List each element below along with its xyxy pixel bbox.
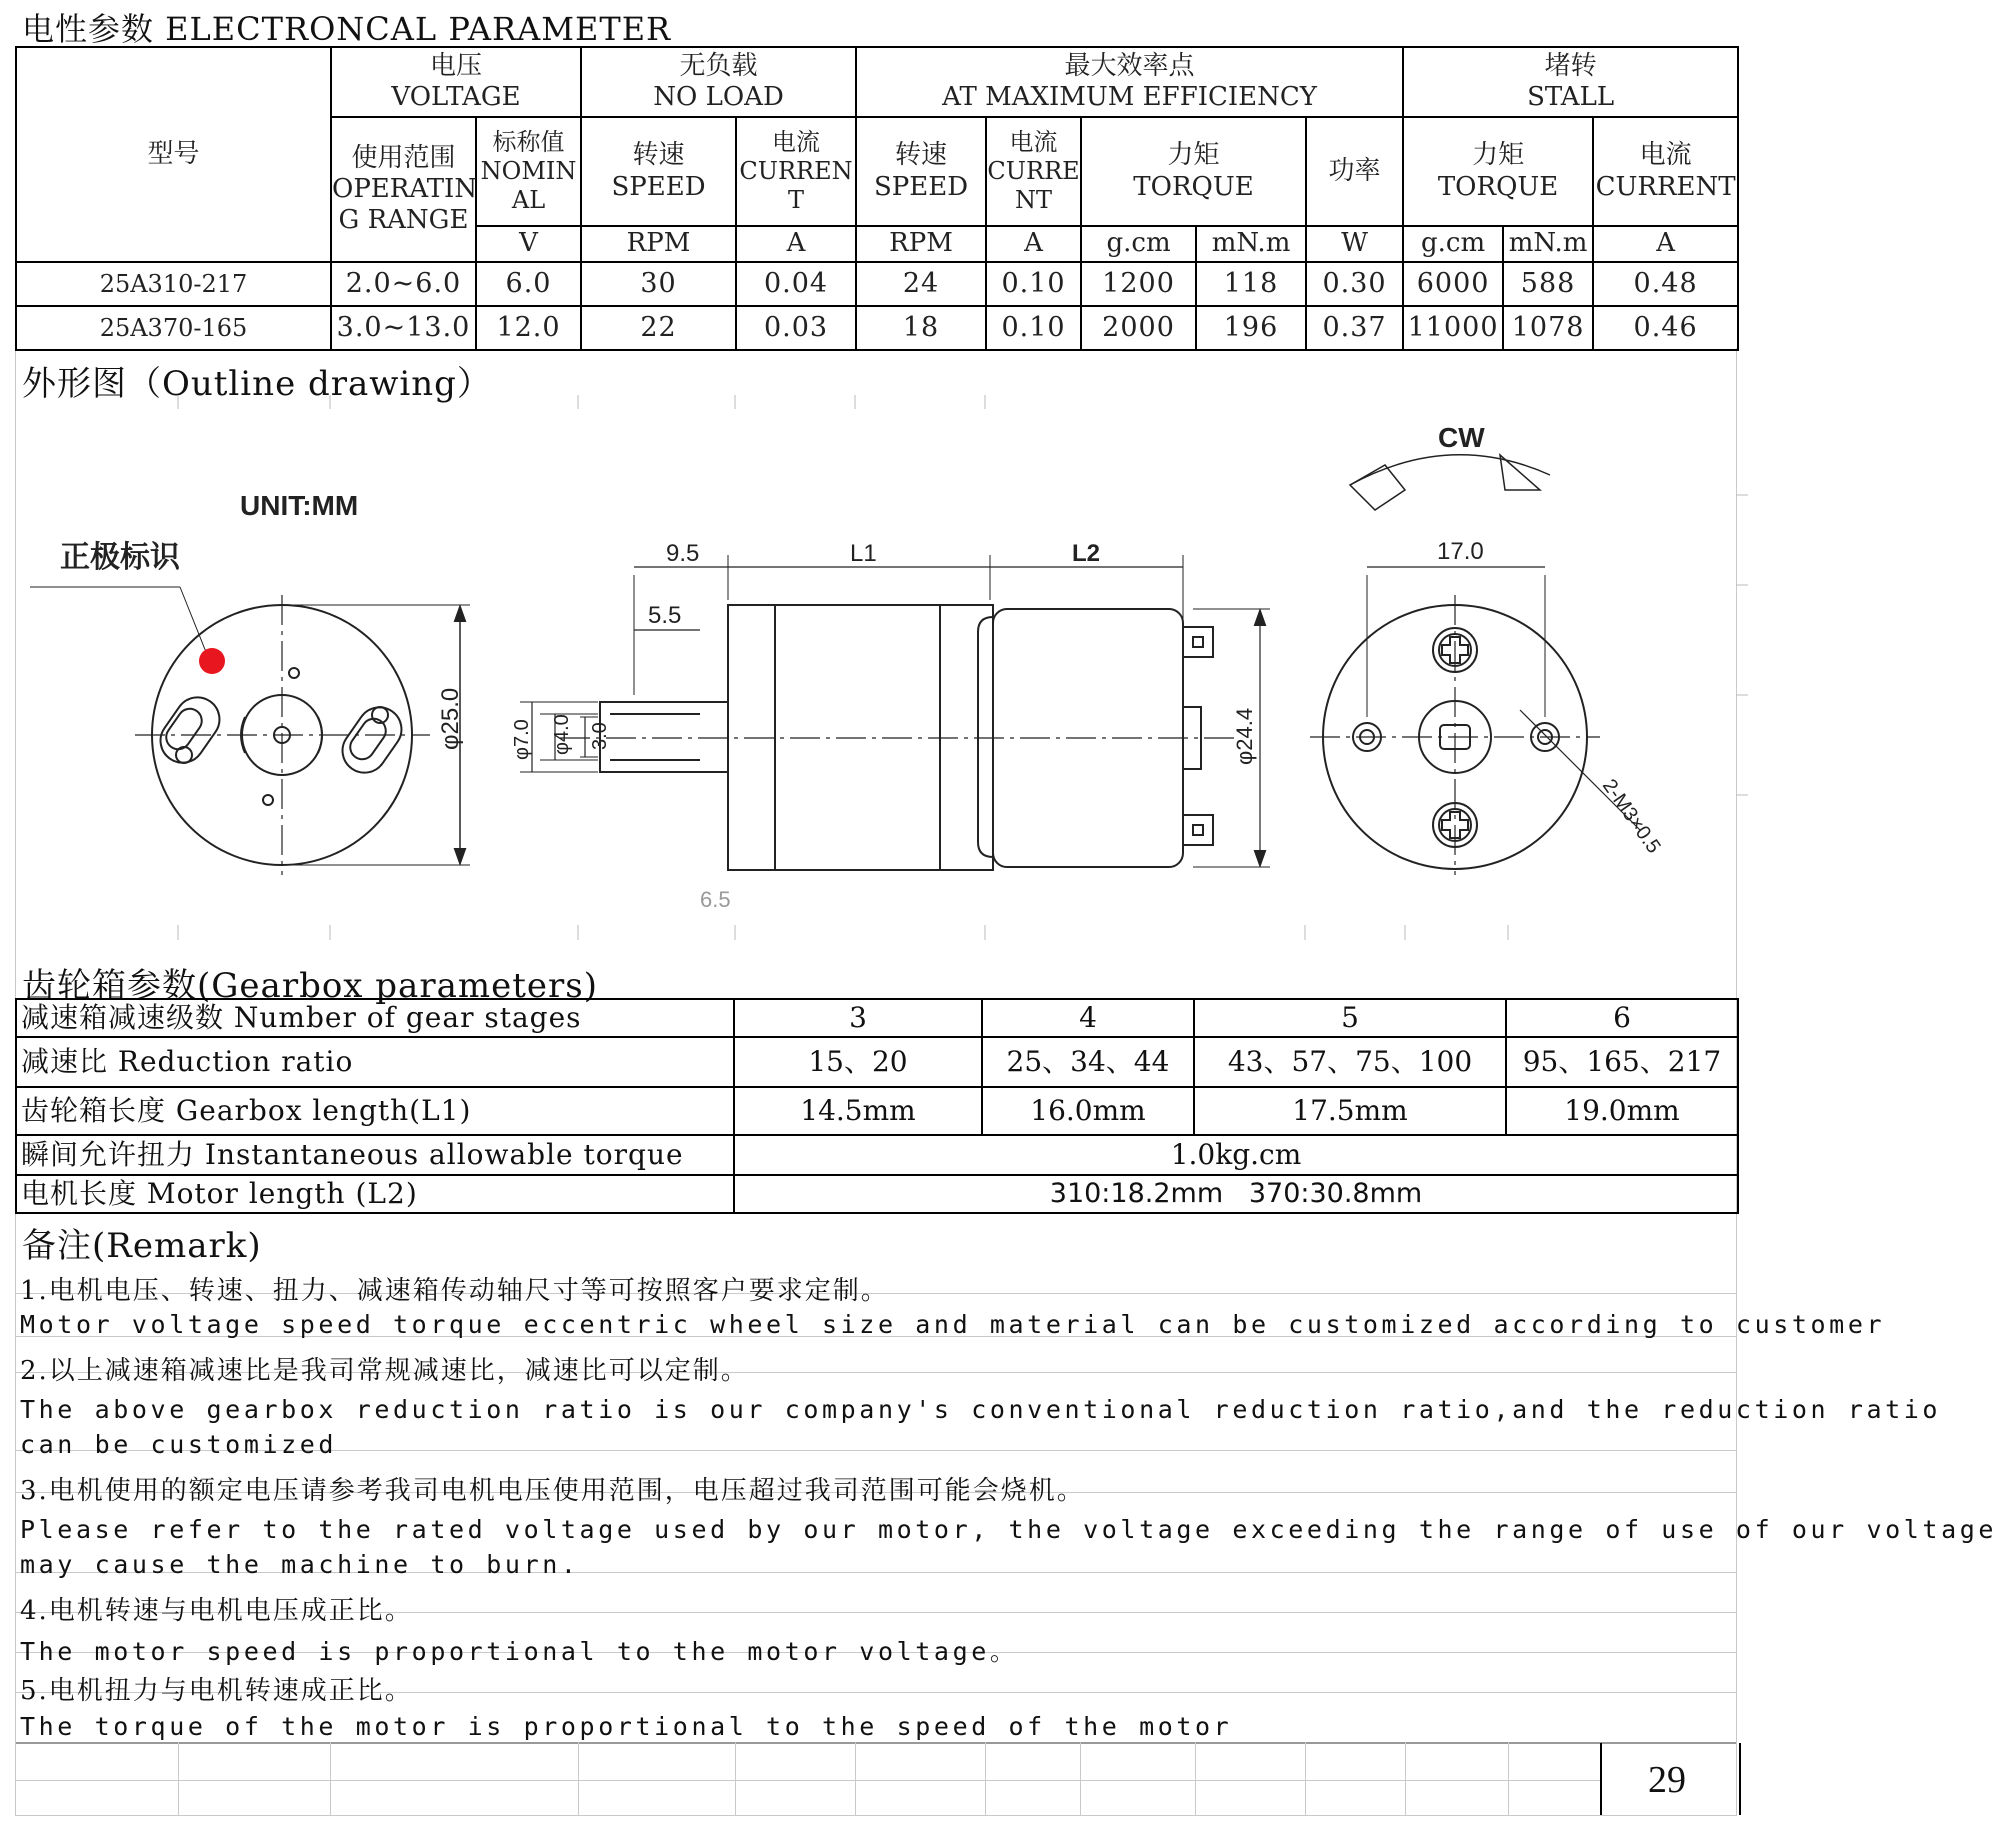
outline-drawing (0, 395, 1752, 955)
data-cell: 18 (856, 306, 986, 350)
data-cell: 6000 (1403, 262, 1503, 306)
noload-current-header: 电流 CURREN T (736, 117, 856, 226)
data-cell: 118 (1196, 262, 1306, 306)
dim-flat: 5.5 (648, 602, 682, 629)
dim-front-diameter: φ25.0 (437, 687, 464, 750)
data-cell: 0.04 (736, 262, 856, 306)
dim-d7: φ7.0 (511, 719, 533, 760)
nominal-header: 标称值 NOMIN AL (476, 117, 581, 226)
remark-line: may cause the machine to burn. (20, 1550, 580, 1579)
data-cell: 1200 (1081, 262, 1196, 306)
stall-header: 堵转 STALL (1403, 47, 1738, 117)
table-row (16, 306, 1738, 350)
data-cell: 24 (856, 262, 986, 306)
data-cell: 0.46 (1593, 306, 1738, 350)
grid-line (1080, 1742, 1081, 1816)
dim-partial: 6.5 (700, 887, 731, 912)
dim-d3: 3.0 (589, 722, 611, 750)
operating-range-header: 使用范围 OPERATIN G RANGE (331, 117, 476, 262)
data-cell: 0.48 (1593, 262, 1738, 306)
table-row (16, 1087, 1738, 1135)
eff-current-header: 电流 CURRE NT (986, 117, 1081, 226)
side-view (520, 555, 1270, 870)
max-efficiency-header: 最大效率点 AT MAXIMUM EFFICIENCY (856, 47, 1403, 117)
dim-screws: 2-M3×0.5 (1597, 775, 1665, 858)
allowable-torque-value: 1.0kg.cm (734, 1135, 1738, 1175)
gear-stages-label: 减速箱减速级数 Number of gear stages (16, 999, 734, 1037)
gear-stage-cell: 5 (1194, 999, 1506, 1037)
gearbox-parameter-table (15, 998, 1739, 1214)
table-row (16, 262, 1738, 306)
remark-line: 3.电机使用的额定电压请参考我司电机电压使用范围，电压超过我司范围可能会烧机。 (20, 1476, 1085, 1506)
dim-l1: L1 (850, 540, 877, 567)
remark-line: The torque of the motor is proportional to the speed of the motor (20, 1712, 1233, 1741)
grid-line (1405, 1742, 1406, 1816)
positive-mark-dot (199, 648, 225, 674)
remark-line: Please refer to the rated voltage used by our motor, the voltage exceeding the range of use of our voltage (20, 1515, 1997, 1544)
data-cell: 22 (581, 306, 736, 350)
remark-line: The above gearbox reduction ratio is our company's conventional reduction ratio,and the reduction ratio (20, 1395, 1942, 1424)
eff-speed-header: 转速 SPEED (856, 117, 986, 226)
eff-power-header: 功率 (1306, 117, 1403, 226)
reduction-ratio-label: 减速比 Reduction ratio (16, 1037, 734, 1087)
data-cell: 0.10 (986, 306, 1081, 350)
grid-line (15, 1815, 1737, 1816)
unit-cell: W (1306, 226, 1403, 262)
data-cell: 0.30 (1306, 262, 1403, 306)
data-cell: 588 (1503, 262, 1593, 306)
gear-stage-cell: 4 (982, 999, 1194, 1037)
unit-cell: g.cm (1081, 226, 1196, 262)
rear-view (1310, 455, 1640, 875)
ratio-cell: 43、57、75、100 (1194, 1037, 1506, 1087)
unit-cell: RPM (581, 226, 736, 262)
data-cell: 11000 (1403, 306, 1503, 350)
electrical-title: 电性参数 ELECTRONCAL PARAMETER (22, 10, 672, 48)
ratio-cell: 15、20 (734, 1037, 982, 1087)
outline-title: 外形图（Outline drawing） (22, 364, 492, 404)
grid-line (735, 1742, 736, 1816)
page-number: 29 (1648, 1759, 1686, 1801)
stall-current-header: 电流 CURRENT (1593, 117, 1738, 226)
length-cell: 19.0mm (1506, 1087, 1738, 1135)
data-cell: 6.0 (476, 262, 581, 306)
gearbox-length-label: 齿轮箱长度 Gearbox length(L1) (16, 1087, 734, 1135)
table-row (16, 999, 1738, 1037)
length-cell: 16.0mm (982, 1087, 1194, 1135)
unit-cell: mN.m (1196, 226, 1306, 262)
unit-cell: mN.m (1503, 226, 1593, 262)
data-cell: 1078 (1503, 306, 1593, 350)
no-load-header: 无负载 NO LOAD (581, 47, 856, 117)
noload-speed-header: 转速 SPEED (581, 117, 736, 226)
grid-line (1508, 1742, 1509, 1816)
unit-cell: V (476, 226, 581, 262)
data-cell: 2000 (1081, 306, 1196, 350)
electrical-parameter-table (15, 46, 1739, 351)
grid-line (178, 1742, 179, 1816)
grid-line (1195, 1742, 1196, 1816)
unit-cell: RPM (856, 226, 986, 262)
data-cell: 0.37 (1306, 306, 1403, 350)
ratio-cell: 95、165、217 (1506, 1037, 1738, 1087)
dim-shaft-extension: 9.5 (666, 540, 700, 567)
table-row (16, 1175, 1738, 1213)
remark-line: 4.电机转速与电机电压成正比。 (20, 1596, 413, 1626)
data-cell: 30 (581, 262, 736, 306)
length-cell: 17.5mm (1194, 1087, 1506, 1135)
length-cell: 14.5mm (734, 1087, 982, 1135)
dim-l2: L2 (1072, 540, 1101, 567)
gear-stage-cell: 3 (734, 999, 982, 1037)
grid-line (15, 1780, 1600, 1781)
data-cell: 12.0 (476, 306, 581, 350)
data-cell: 2.0~6.0 (331, 262, 476, 306)
remark-line: Motor voltage speed torque eccentric wheel size and material can be customized according to customer (20, 1310, 1886, 1339)
data-cell: 3.0~13.0 (331, 306, 476, 350)
unit-cell: A (986, 226, 1081, 262)
grid-line (1305, 1742, 1306, 1816)
gearbox-title: 齿轮箱参数(Gearbox parameters) (22, 966, 598, 1006)
unit-cell: g.cm (1403, 226, 1503, 262)
remark-line: The motor speed is proportional to the motor voltage。 (20, 1637, 1019, 1666)
unit-cell: A (736, 226, 856, 262)
grid-line (855, 1742, 856, 1816)
motor-length-value: 310:18.2mm 370:30.8mm (734, 1175, 1738, 1213)
grid-line (985, 1742, 986, 1816)
motor-length-label: 电机长度 Motor length (L2) (16, 1175, 734, 1213)
grid-line (15, 1742, 1737, 1744)
remark-line: can be customized (20, 1430, 338, 1459)
table-row (16, 1037, 1738, 1087)
data-cell: 0.10 (986, 262, 1081, 306)
positive-mark-label: 正极标识 (60, 541, 180, 574)
gear-stage-cell: 6 (1506, 999, 1738, 1037)
front-view (30, 587, 470, 875)
table-row (16, 1135, 1738, 1175)
ratio-cell: 25、34、44 (982, 1037, 1194, 1087)
remark-line: 2.以上减速箱减速比是我司常规减速比，减速比可以定制。 (20, 1356, 749, 1386)
allowable-torque-label: 瞬间允许扭力 Instantaneous allowable torque (16, 1135, 734, 1175)
dim-d4: φ4.0 (551, 714, 573, 755)
model-cell: 25A310-217 (16, 262, 331, 306)
voltage-header: 电压 VOLTAGE (331, 47, 581, 117)
grid-line (578, 1742, 579, 1816)
model-cell: 25A370-165 (16, 306, 331, 350)
rotation-label: CW (1438, 422, 1485, 453)
model-header: 型号 (16, 47, 331, 262)
stall-torque-header: 力矩 TORQUE (1403, 117, 1593, 226)
grid-line (330, 1742, 331, 1816)
remark-line: 5.电机扭力与电机转速成正比。 (20, 1676, 413, 1706)
data-cell: 196 (1196, 306, 1306, 350)
dim-body-diameter: φ24.4 (1232, 707, 1257, 765)
data-cell: 0.03 (736, 306, 856, 350)
dim-hole-spacing: 17.0 (1437, 538, 1484, 565)
remark-line: 1.电机电压、转速、扭力、减速箱传动轴尺寸等可按照客户要求定制。 (20, 1276, 889, 1306)
unit-label: UNIT:MM (240, 490, 359, 521)
unit-cell: A (1593, 226, 1738, 262)
eff-torque-header: 力矩 TORQUE (1081, 117, 1306, 226)
remark-title: 备注(Remark) (22, 1226, 262, 1266)
